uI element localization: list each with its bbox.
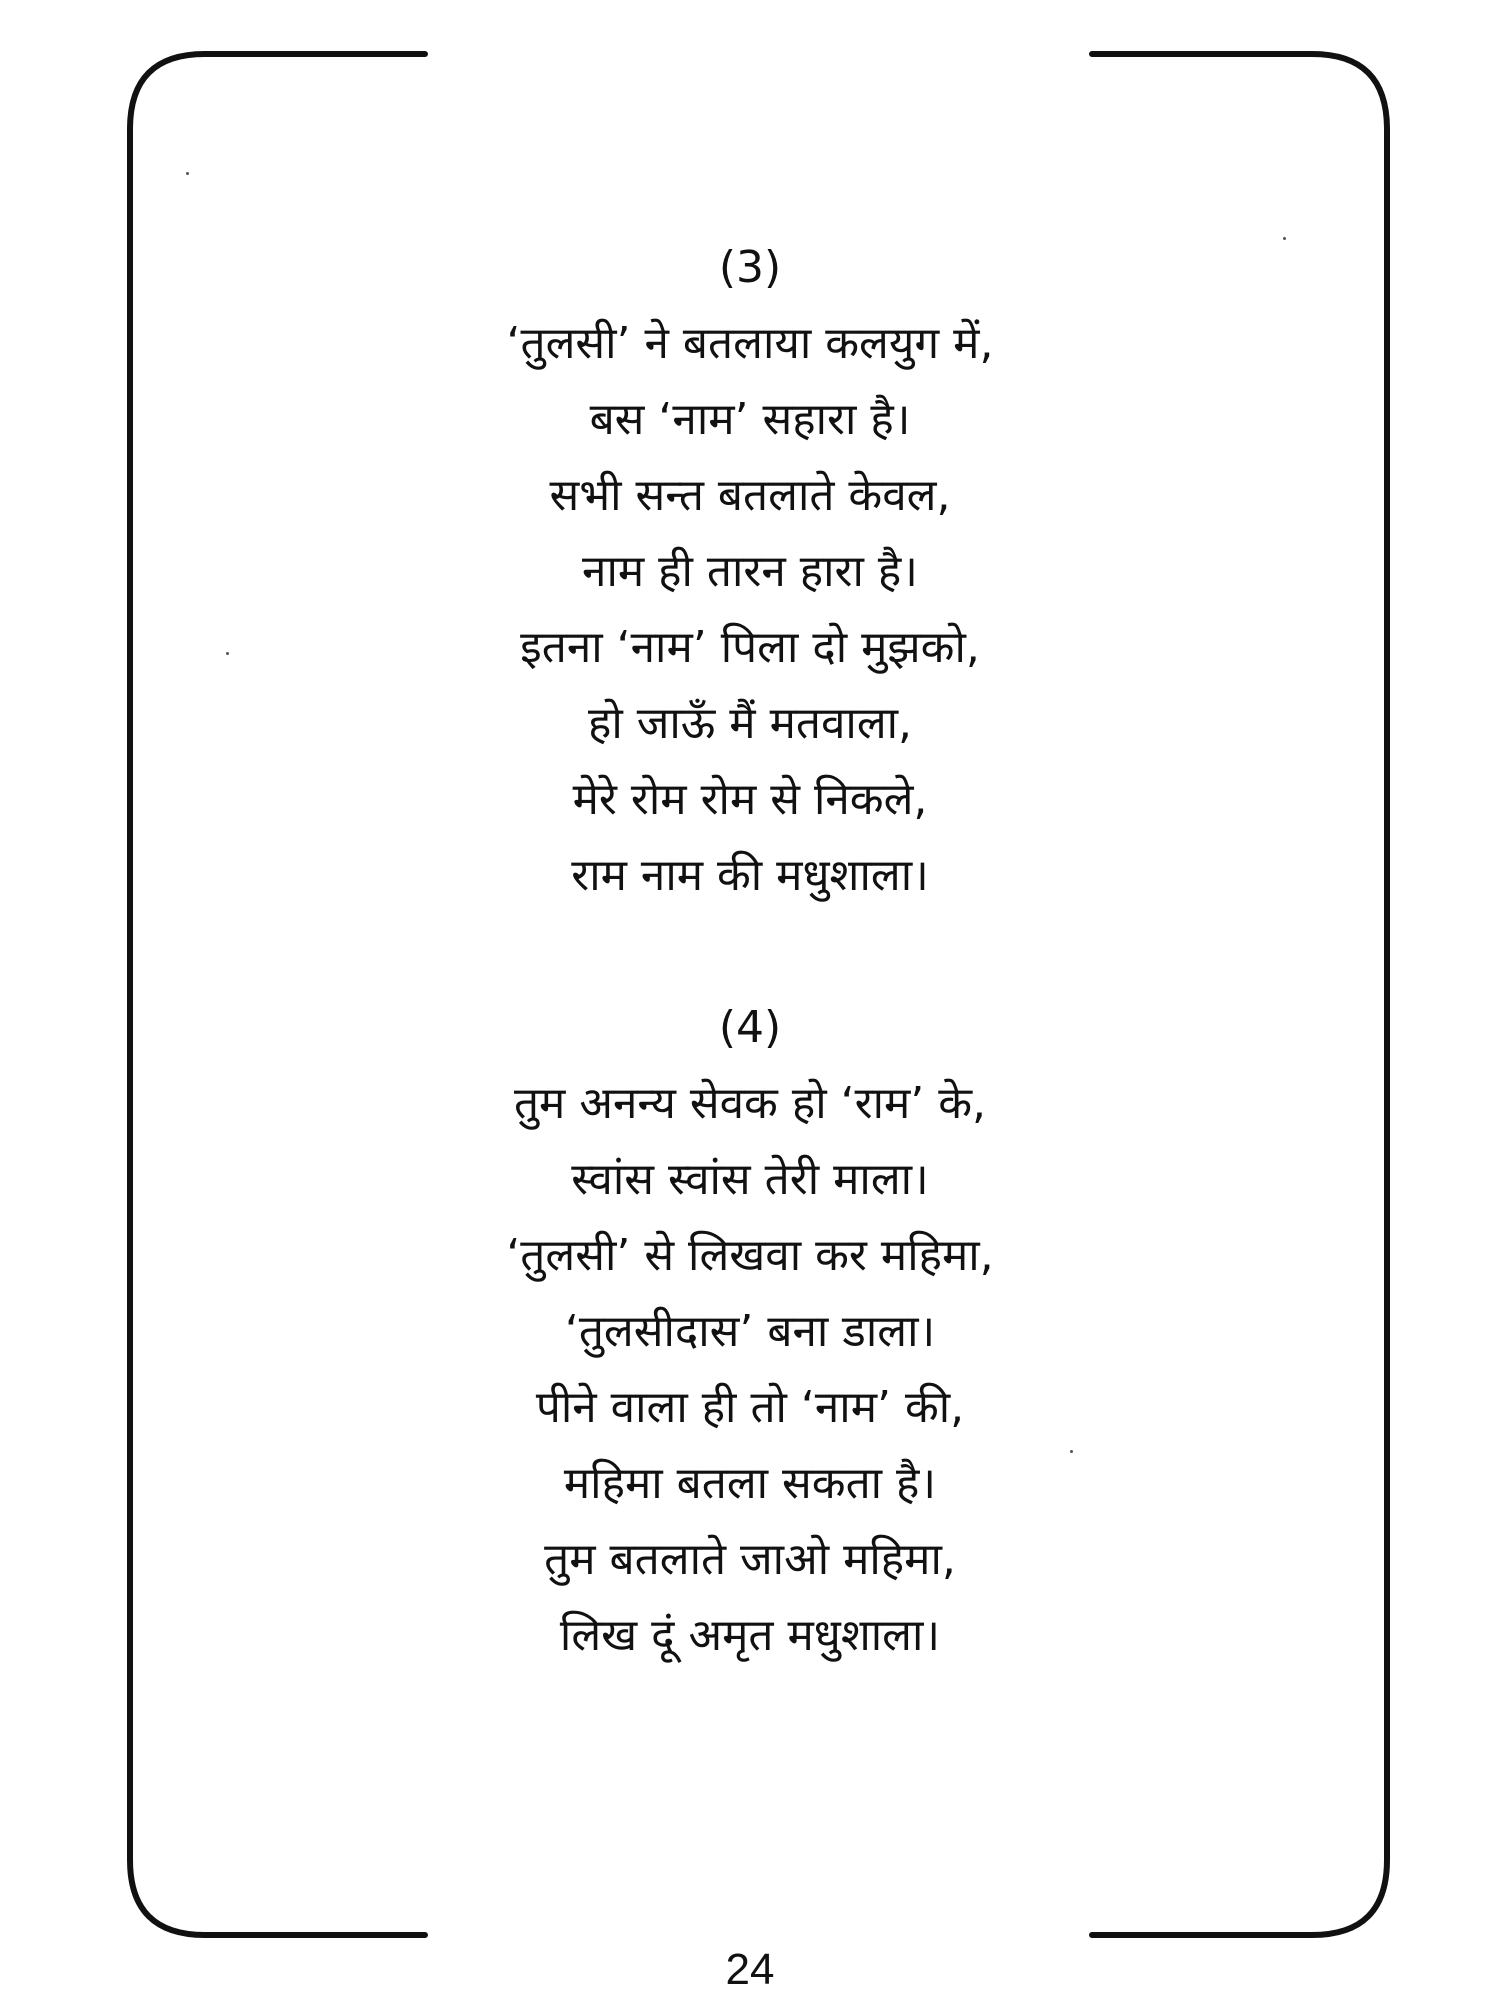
verse-line: राम नाम की मधुशाला। — [571, 850, 929, 901]
verse-line: ‘तुलसीदास’ बना डाला। — [564, 1306, 936, 1357]
stanza-number: (3) — [718, 242, 782, 293]
verse-line: इतना ‘नाम’ पिला दो मुझको, — [520, 622, 980, 673]
page-number: 24 — [725, 1945, 775, 1994]
verse-line: मेरे रोम रोम से निकले, — [572, 774, 928, 825]
verse-line: सभी सन्त बतलाते केवल, — [549, 470, 951, 521]
stanza-3 — [0, 240, 1500, 914]
stanza-number: (4) — [718, 1002, 782, 1053]
verse-line: स्वांस स्वांस तेरी माला। — [571, 1154, 929, 1205]
verse-line: महिमा बतला सकता है। — [563, 1458, 937, 1509]
verse-line: तुम बतलाते जाओ महिमा, — [544, 1534, 956, 1585]
verse-line: ‘तुलसी’ ने बतलाया कलयुग में, — [506, 318, 994, 369]
scan-speck — [186, 172, 189, 175]
verse-line: हो जाऊँ मैं मतवाला, — [587, 698, 913, 749]
verse-line: ‘तुलसी’ से लिखवा कर महिमा, — [506, 1230, 994, 1281]
verse-line: नाम ही तारन हारा है। — [582, 546, 918, 597]
verse-line: तुम अनन्य सेवक हो ‘राम’ के, — [513, 1078, 987, 1129]
verse-line: बस ‘नाम’ सहारा है। — [589, 394, 911, 445]
stanza-4 — [0, 1000, 1500, 1674]
verse-line: पीने वाला ही तो ‘नाम’ की, — [535, 1382, 965, 1433]
verse-line: लिख दूं अमृत मधुशाला। — [559, 1610, 941, 1661]
